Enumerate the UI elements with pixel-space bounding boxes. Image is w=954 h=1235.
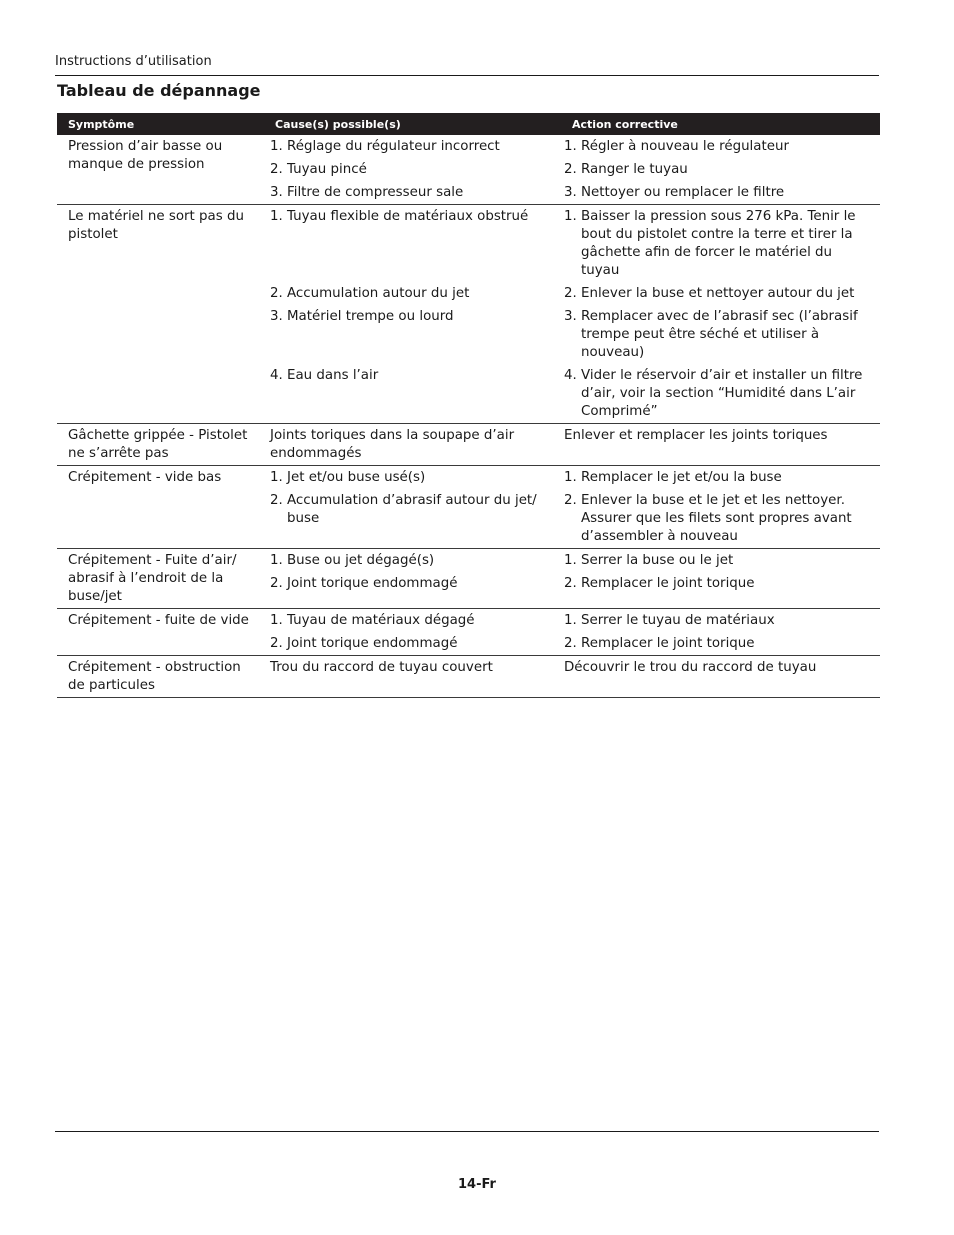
cause-cell [259,635,556,653]
cause-text: Tuyau de matériaux dégagé [287,613,475,628]
cause-action-pair [259,469,880,487]
cause-number: 1. [270,553,283,568]
cause-cell [259,552,556,570]
symptom-cell: Pression d’air basse ou manque de pression [68,139,223,172]
cause-text: Trou du raccord de tuyau couvert [270,660,493,675]
action-number: 1. [564,613,577,628]
column-header-cause: Cause(s) possible(s) [275,117,401,131]
cause-action-pair [259,552,880,570]
cause-action-pair [259,161,880,179]
action-cell [556,427,880,463]
cause-number: 1. [270,209,283,224]
cause-text: Joints toriques dans la soupape d’air endommagés [270,428,515,461]
cause-action-group [259,612,880,653]
cause-text: Réglage du régulateur incorrect [287,139,500,154]
cause-action-group [259,552,880,606]
action-text: Régler à nouveau le régulateur [581,139,789,154]
cause-cell [259,208,556,280]
cause-action-group [259,427,880,463]
symptom-cell: Crépitement - fuite de vide [68,613,249,628]
symptom-cell: Gâchette grippée - Pistolet ne s’arrête pas [68,428,248,461]
cause-action-pair [259,612,880,630]
action-cell [556,469,880,487]
action-cell [556,285,880,303]
cause-text: Buse ou jet dégagé(s) [287,553,435,568]
table-header-row [57,113,880,135]
cause-number: 2. [270,286,283,301]
troubleshooting-table [57,113,880,698]
cause-action-pair [259,427,880,463]
table-row [57,656,880,698]
cause-action-pair [259,492,880,546]
cause-action-pair [259,285,880,303]
cause-cell [259,161,556,179]
cause-text: Filtre de compresseur sale [287,185,464,200]
action-number: 2. [564,576,577,591]
cause-cell [259,285,556,303]
action-cell [556,161,880,179]
cause-action-pair [259,208,880,280]
cause-cell [259,492,556,546]
action-text: Enlever la buse et le jet et les nettoyer. Assurer que les filets sont propres avant d’assembler à nouveau [581,493,852,544]
action-cell [556,492,880,546]
column-header-action: Action corrective [572,117,678,131]
action-number: 1. [564,553,577,568]
action-number: 1. [564,139,577,154]
cause-cell [259,659,556,677]
cause-cell [259,138,556,156]
action-cell [556,367,880,421]
cause-number: 2. [270,636,283,651]
cause-action-group [259,208,880,421]
cause-cell [259,575,556,593]
top-divider [55,75,879,76]
action-text: Vider le réservoir d’air et installer un filtre d’air, voir la section “Humidité dans L’air Comprimé” [581,368,863,419]
action-cell [556,208,880,280]
cause-text: Joint torique endommagé [287,576,458,591]
action-cell [556,659,880,677]
cause-action-group [259,469,880,546]
cause-number: 4. [270,368,283,383]
cause-text: Jet et/ou buse usé(s) [287,470,426,485]
action-text: Serrer la buse ou le jet [581,553,734,568]
cause-action-pair [259,184,880,202]
table-row [57,609,880,656]
cause-text: Matériel trempe ou lourd [287,309,454,324]
section-title: Tableau de dépannage [57,81,261,100]
cause-number: 2. [270,162,283,177]
action-number: 1. [564,209,577,224]
cause-text: Tuyau flexible de matériaux obstrué [287,209,529,224]
action-cell [556,308,880,362]
action-cell [556,635,880,653]
cause-number: 2. [270,576,283,591]
action-text: Remplacer avec de l’abrasif sec (l’abrasif trempe peut être séché et utiliser à nouveau) [581,309,858,360]
action-number: 3. [564,309,577,324]
cause-action-group [259,138,880,202]
action-number: 2. [564,286,577,301]
cause-action-pair [259,635,880,653]
action-text: Baisser la pression sous 276 kPa. Tenir le bout du pistolet contre la terre et tirer la gâchette afin de forcer le matériel du tuyau [581,209,856,278]
table-row [57,549,880,609]
cause-action-pair [259,575,880,593]
action-number: 4. [564,368,577,383]
cause-cell [259,308,556,362]
table-body [57,135,880,698]
action-text: Remplacer le joint torique [581,636,755,651]
cause-cell [259,427,556,463]
cause-number: 2. [270,493,283,508]
page-number: 14-Fr [458,1177,496,1192]
action-text: Remplacer le jet et/ou la buse [581,470,782,485]
bottom-divider [55,1131,879,1132]
cause-number: 1. [270,139,283,154]
cause-number: 3. [270,185,283,200]
action-text: Découvrir le trou du raccord de tuyau [564,660,817,675]
action-cell [556,575,880,593]
action-text: Nettoyer ou remplacer le filtre [581,185,785,200]
action-number: 2. [564,162,577,177]
cause-text: Eau dans l’air [287,368,379,383]
running-header: Instructions d’utilisation [55,54,212,69]
cause-action-pair [259,659,880,677]
action-text: Remplacer le joint torique [581,576,755,591]
action-cell [556,552,880,570]
action-cell [556,184,880,202]
cause-cell [259,367,556,421]
table-row [57,205,880,424]
action-number: 2. [564,493,577,508]
cause-text: Joint torique endommagé [287,636,458,651]
action-number: 1. [564,470,577,485]
cause-number: 3. [270,309,283,324]
action-text: Serrer le tuyau de matériaux [581,613,775,628]
cause-action-pair [259,367,880,421]
cause-action-pair [259,138,880,156]
cause-number: 1. [270,470,283,485]
cause-number: 1. [270,613,283,628]
action-text: Enlever la buse et nettoyer autour du jet [581,286,855,301]
symptom-cell: Le matériel ne sort pas du pistolet [68,209,244,242]
action-text: Ranger le tuyau [581,162,688,177]
cause-cell [259,469,556,487]
cause-text: Tuyau pincé [287,162,367,177]
cause-text: Accumulation d’abrasif autour du jet/ buse [287,493,537,526]
cause-text: Accumulation autour du jet [287,286,470,301]
symptom-cell: Crépitement - vide bas [68,470,222,485]
action-number: 2. [564,636,577,651]
cause-cell [259,184,556,202]
cause-action-group [259,659,880,695]
cause-action-pair [259,308,880,362]
table-row [57,424,880,466]
action-cell [556,612,880,630]
cause-cell [259,612,556,630]
symptom-cell: Crépitement - Fuite d’air/ abrasif à l’endroit de la buse/jet [68,553,237,604]
column-header-symptom: Symptôme [68,117,135,131]
action-text: Enlever et remplacer les joints toriques [564,428,828,443]
action-cell [556,138,880,156]
action-number: 3. [564,185,577,200]
symptom-cell: Crépitement - obstruction de particules [68,660,241,693]
table-row [57,466,880,549]
table-row [57,135,880,205]
